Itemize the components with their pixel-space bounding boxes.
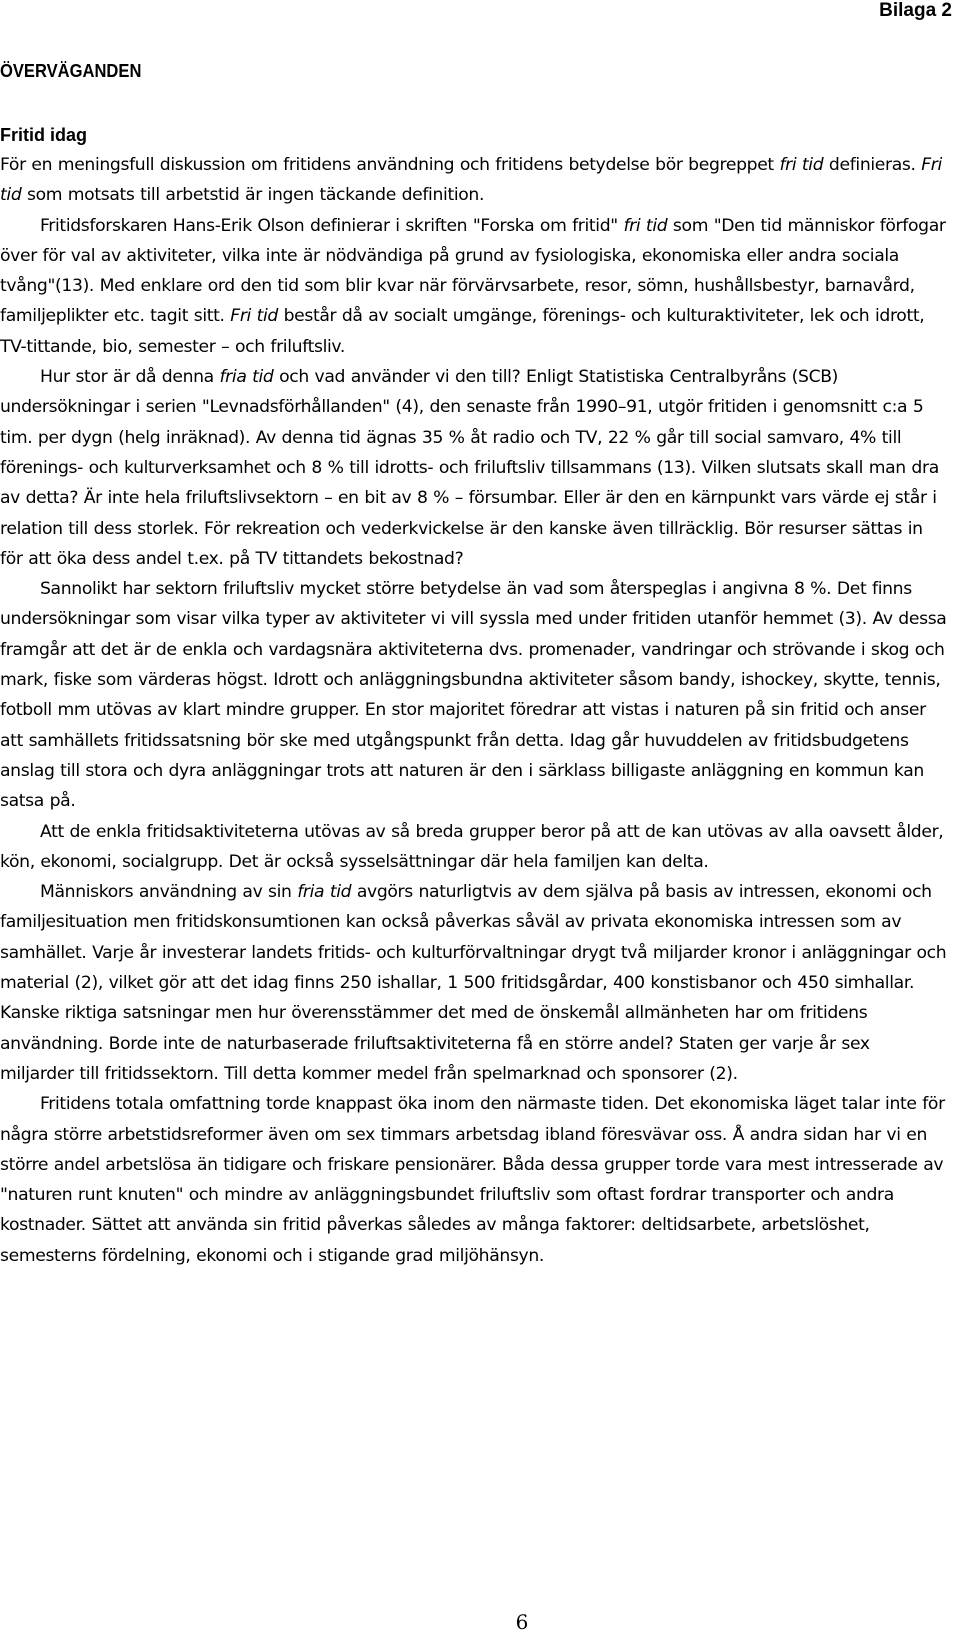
body-text — [0, 150, 948, 1271]
appendix-label: Bilaga 2 — [879, 0, 952, 21]
paragraph-intro — [0, 150, 948, 211]
italic-term: Fri tid — [230, 306, 278, 327]
section-title: Fritid idag — [0, 125, 87, 145]
text-run: Fritidsforskaren Hans-Erik Olson definierar i skriften "Forska om fritid" — [40, 215, 624, 236]
text-run: Fritidens totala omfattning torde knappast öka inom den närmaste tiden. Det ekonomiska läget talar inte för några större arbetstidsreformer även om sex timmars arbetsdag ibland föresvävar oss. Å andra sidan har vi en större andel arbetslösa än tidigare och friskare pensionärer. Båda dessa grupper torde vara mest intresserade av "naturen runt knuten" och mindre av anläggningsbundet friluftsliv som oftast fordrar transporter och andra kostnader. Sättet att använda sin fritid påverkas således av många faktorer: deltidsarbete, arbetslöshet, semesterns fördelning, ekonomi och i stigande grad miljöhänsyn. — [0, 1094, 945, 1266]
paragraph-outdoor-importance — [0, 574, 948, 816]
text-run: För en meningsfull diskussion om fritidens användning och fritidens betydelse bör begreppet — [0, 155, 780, 175]
text-run: avgörs naturligtvis av dem själva på basis av intressen, ekonomi och familjesituation men fritidskonsumtionen kan också påverkas såväl av privata ekonomiska intressen som av samhället. Varje år investerar landets fritids- och kulturförvaltningar drygt två miljarder kronor i anläggningar och material (2), vilket gör att det idag finns 250 ishallar, 1 500 fritidsgårdar, 400 konstisbanor och 450 simhallar. Kanske riktiga satsningar men hur överensstämmer det med de önskemål allmänheten har om fritidens användning. Borde inte de naturbaserade friluftsaktiviteterna få en större andel? Staten ger varje år sex miljarder till fritidssektorn. Till detta kommer medel från spelmarknad och sponsorer (2). — [0, 882, 947, 1084]
text-run: Sannolikt har sektorn friluftsliv mycket större betydelse än vad som återspeglas i angivna 8 %. Det finns undersökningar som visar vilka typer av aktiviteter vi vill syssla med under fritiden utanför hemmet (3). Av dessa framgår att det är de enkla och vardagsnära aktiviteterna dvs. promenader, vandringar och strövande i skog och mark, fiske som värderas högst. Idrott och anläggningsbundna aktiviteter såsom bandy, ishockey, skytte, tennis, fotboll mm utövas av klart mindre grupper. En stor majoritet föredrar att vistas i naturen på sin fritid och anser att samhällets fritidssatsning bör ske med utgångspunkt från detta. Idag går huvuddelen av fritidsbudgetens anslag till stora och dyra anläggningar trots att naturen är den i särklass billigaste anläggning en kommun kan satsa på. — [0, 579, 947, 812]
italic-term: fria tid — [297, 882, 352, 903]
text-run: som "Den tid människor förfogar över för val av aktiviteter, vilka inte är nödvändiga på grund av fysiologiska, ekonomiska eller andra sociala tvång"(13). Med enklare ord den tid som blir kvar när förvärvsarbete, resor, sömn, hushållsbestyr, barnavård, familjeplikter etc. tagit sitt. — [0, 215, 946, 327]
italic-term: fria tid — [219, 367, 274, 388]
text-run: som motsats till arbetstid är ingen täckande definition. — [21, 185, 485, 206]
document-title: ÖVERVÄGANDEN — [0, 61, 142, 81]
paragraph-investments — [0, 877, 948, 1089]
paragraph-statistics — [0, 362, 948, 574]
text-run: Att de enkla fritidsaktiviteterna utövas av så breda grupper beror på att de kan utövas av alla oavsett ålder, kön, ekonomi, socialgrupp. Det är också sysselsättningar där hela familjen kan delta. — [0, 821, 944, 872]
italic-term: fri tid — [623, 215, 668, 236]
italic-term: Fri tid — [0, 155, 942, 206]
paragraph-future — [0, 1089, 948, 1271]
page-number: 6 — [515, 1610, 529, 1634]
italic-term: fri tid — [779, 155, 824, 175]
text-run: definieras. — [823, 155, 922, 175]
paragraph-broad-groups — [0, 817, 948, 878]
paragraph-definition — [0, 211, 948, 362]
text-run: Människors användning av sin — [40, 882, 298, 903]
text-run: består då av socialt umgänge, förenings- och kulturaktiviteter, lek och idrott, TV-tittande, bio, semester – och friluftsliv. — [0, 306, 925, 357]
text-run: och vad använder vi den till? Enligt Statistiska Centralbyråns (SCB) undersökningar i serien "Levnadsförhållanden" (4), den senaste från 1990–91, utgör fritiden i genomsnitt c:a 5 tim. per dygn (helg inräknad). Av denna tid ägnas 35 % åt radio och TV, 22 % går till social samvaro, 4% till förenings- och kulturverksamhet och 8 % till idrotts- och friluftsliv tillsammans (13). Vilken slutsats skall man dra av detta? Är inte hela friluftslivsektorn – en bit av 8 % – försumbar. Eller är den en kärnpunkt vars värde ej står i relation till dess storlek. För rekreation och vederkvickelse är den kanske även tillräcklig. Bör resurser sättas in för att öka dess andel t.ex. på TV tittandets bekostnad? — [0, 367, 939, 569]
text-run: Hur stor är då denna — [40, 367, 220, 388]
